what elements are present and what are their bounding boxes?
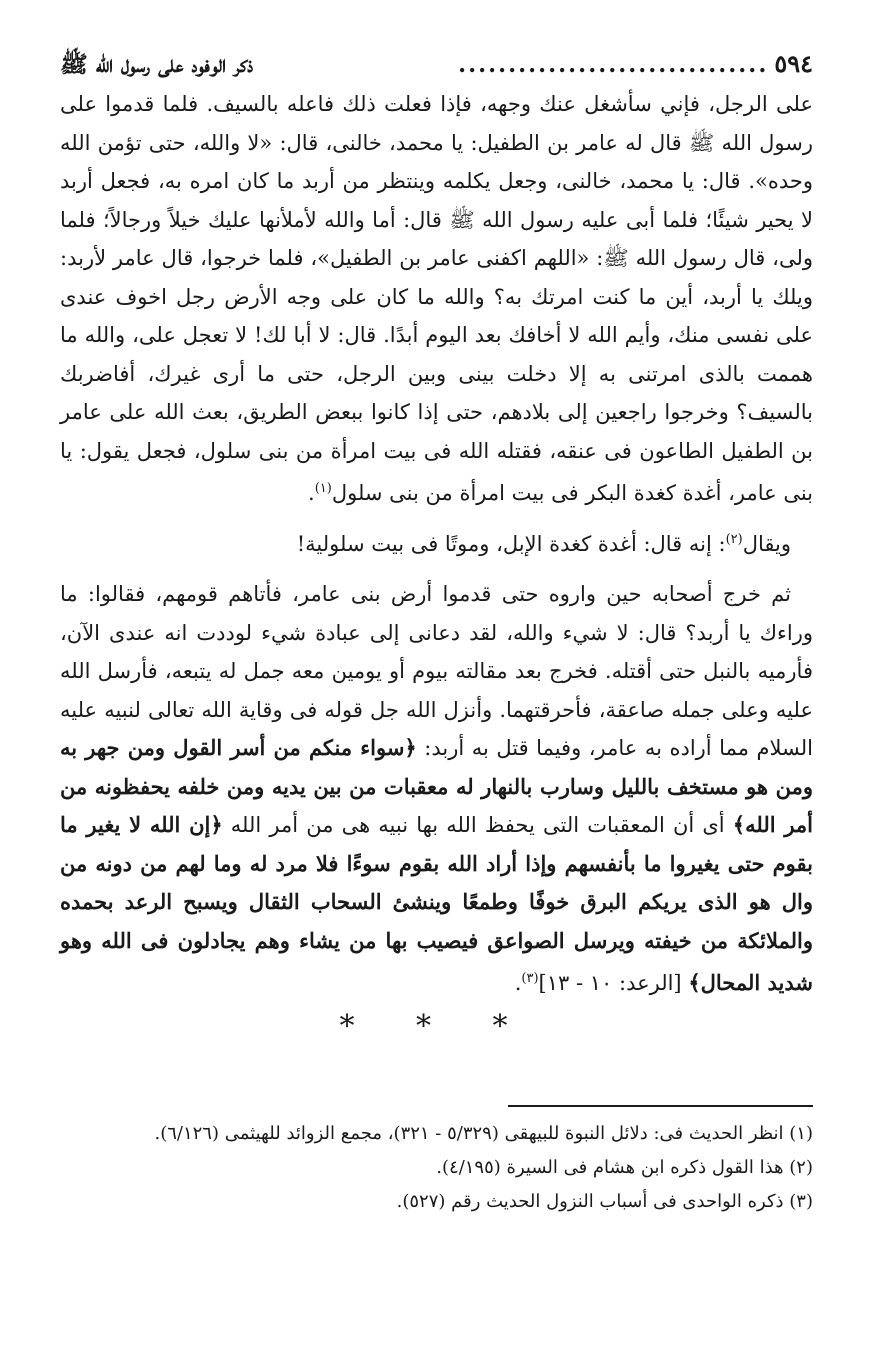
running-header [60,44,813,85]
footnote-ref[interactable]: (٢) [725,531,743,547]
footnote-ref[interactable]: (٣) [521,971,539,986]
text-run: على الرجل، فإني سأشغل عنك وجهه، فإذا فعلت ذلك فاعله بالسيف. فلما قدموا على رسول الله ﷺ قال له عامر بن الطفيل: يا محمد، خالنى، قال: «لا والله، حتى تؤمن الله وحده». قال: يا محمد، خالنى، وجعل يكلمه وينتظر من أربد ما كان امره به، فجعل أربد لا يحير شيئًا؛ فلما أبى عليه رسول الله ﷺ قال: أما والله لأملأنها عليك خيلاً ورجالاً؛ فلما ولى، قال رسول الله ﷺ: «اللهم اكفنى عامر بن الطفيل»، فلما خرجوا، قال عامر لأربد: ويلك يا أربد، أين ما كنت امرتك به؟ والله ما كان على وجه الأرض رجل اخوف عندى على نفسى منك، وأيم الله لا أخافك بعد اليوم أبدًا. قال: لا أبا لك! لا تعجل على، والله ما هممت بالذى امرتنى به إلا دخلت بينى وبين الرجل، حتى ما أرى غيرك، أفاضربك بالسيف؟ وخرجوا راجعين إلى بلادهم، حتى إذا كانوا ببعض الطريق، بعث الله على عامر بن الطفيل الطاعون فى عنقه، فقتله الله فى بيت امرأة من بنى سلول، فجعل يقول: يا بنى عامر، أغدة كغدة البكر فى بيت امرأة من بنى سلول [60,92,813,505]
footnote-2: (٢) هذا القول ذكره ابن هشام فى السيرة (٤/١٩٥). [436,1156,813,1178]
paragraph [60,521,813,564]
chapter-title: ذكر الوفود على رسول الله ﷺ [60,51,254,78]
quran-verse: ﴿سواء منكم من أسر القول ومن جهر به ومن هو مستخف بالليل وسارب بالنهار له معقبات من بين يديه ومن خلفه يحفظونه من أمر الله﴾ [60,735,813,837]
footnote-1: (١) انظر الحديث فى: دلائل النبوة للبيهقى (٥/٣٢٩ - ٣٢١)، مجمع الزوائد للهيثمى (٦/١٢٦). [154,1122,813,1144]
main-text [60,85,813,1003]
footnotes [60,1117,813,1219]
text-run: : إنه قال: أغدة كغدة الإبل، وموتًا فى بيت سلولية! [296,531,726,556]
text-run: أى أن المعقبات التى يحفظ الله بها نبيه هى من أمر الله [222,813,733,837]
footnote-rule [508,1105,813,1107]
text-run: ثم خرج أصحابه حين واروه حتى قدموا أرض بنى عامر، فأتاهم قومهم، فقالوا: ما وراءك يا أربد؟ قال: لا شيء والله، لقد دعانى إلى عبادة شيء لوددت انه عندى الآن، فأرميه بالنبل حتى أقتله. فخرج بعد مقالته بيوم أو يومين معه جمل له يتبعه، فأرسل الله عليه وعلى جمله صاعقة، فأحرقتهما. وأنزل الله جل قوله فى وقاية الله تعالى لنبيه عليه السلام مما أراده به عامر، وفيما قتل به أربد: [60,582,813,760]
quran-verse: ﴿إن الله لا يغير ما بقوم حتى يغيروا ما بأنفسهم وإذا أراد الله بقوم سوءًا فلا مرد له وما لهم من دونه من وال هو الذى يريكم البرق خوفًا وطمعًا وينشئ السحاب الثقال ويسبح الرعد بحمده والملائكة من خيفته ويرسل الصواعق فيصيب بها من يشاء وهم يجادلون فى الله وهو شديد المحال﴾ [60,812,813,995]
paragraph [60,85,813,513]
text-run: . [514,971,522,995]
footnote-ref[interactable]: (١) [314,481,332,496]
paragraph [60,575,813,1003]
text-run: . [308,481,315,505]
page-number: ٥٩٤ [774,49,813,78]
text-run: ويقال [742,531,791,556]
footnote-3: (٣) ذكره الواحدى فى أسباب النزول الحديث رقم (٥٢٧). [396,1190,813,1212]
text-run: [الرعد: ١٠ - ١٣] [538,971,689,995]
header-leader-dots: ............................... [458,51,769,78]
section-separator: * * * [339,1008,534,1044]
